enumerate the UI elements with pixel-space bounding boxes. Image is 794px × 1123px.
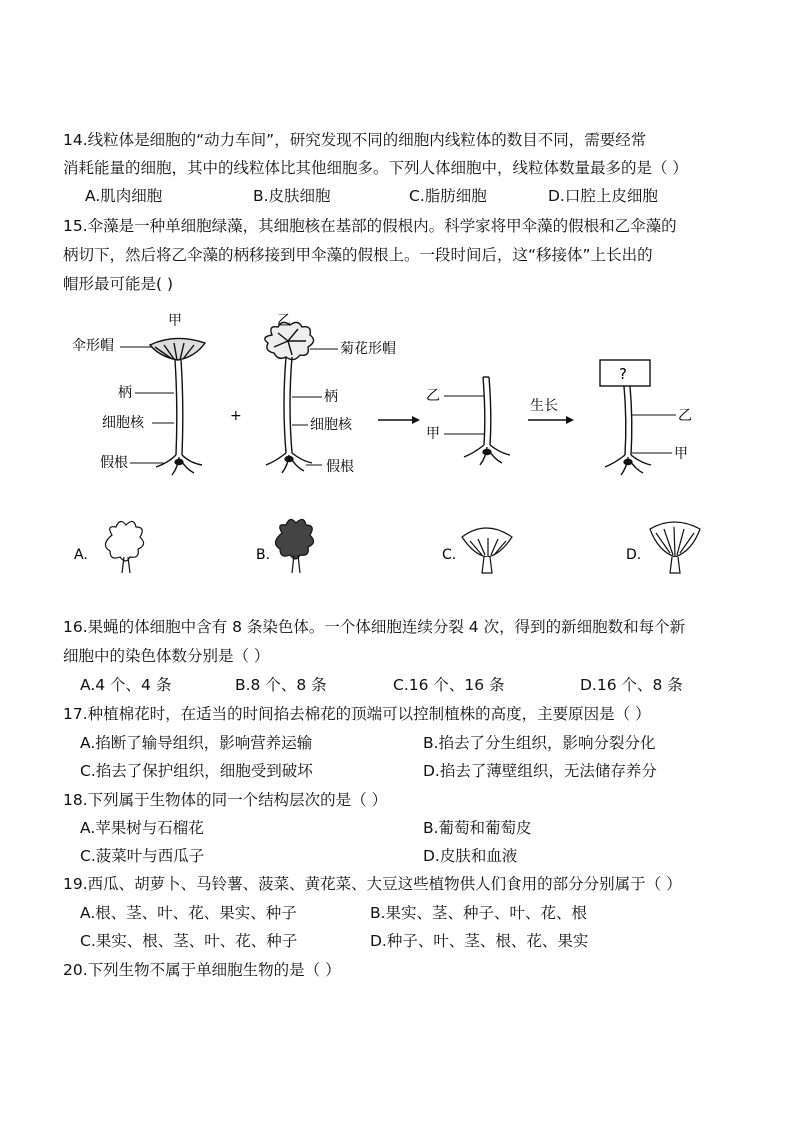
fig-label-umbrella-cap: 伞形帽	[72, 338, 114, 354]
fig-label-yi-result: 乙	[678, 408, 692, 424]
q15-line1: 15.伞藻是一种单细胞绿藻，其细胞核在基部的假根内。科学家将甲伞藻的假根和乙伞藻的	[63, 217, 677, 235]
q16-option-c: C.16 个、16 条	[393, 676, 505, 694]
choice-a-label: A.	[74, 547, 88, 563]
q16-line1: 16.果蝇的体细胞中含有 8 条染色体。一个体细胞连续分裂 4 次，得到的新细胞数和每个新	[63, 618, 686, 636]
q18-option-a: A.苹果树与石榴花	[80, 819, 204, 837]
fig-plus-sign: +	[230, 408, 242, 424]
q18-option-d: D.皮肤和血液	[423, 847, 518, 865]
fig-label-rhizoid-right: 假根	[326, 459, 354, 475]
fig-label-jia: 甲	[168, 313, 182, 329]
fig-label-yi-graft: 乙	[426, 388, 440, 404]
q16-option-a: A.4 个、4 条	[80, 676, 172, 694]
q17-option-c: C.掐去了保护组织，细胞受到破坏	[80, 762, 313, 780]
choice-b-label: B.	[256, 547, 271, 563]
q19-option-d: D.种子、叶、茎、根、花、果实	[370, 932, 589, 950]
result-drawing	[605, 386, 651, 475]
q14-option-c: C.脂肪细胞	[409, 187, 487, 205]
q16-line2: 细胞中的染色体数分别是（ ）	[63, 647, 270, 665]
q16-option-b: B.8 个、8 条	[235, 676, 327, 694]
q17-option-b: B.掐去了分生组织，影响分裂分化	[423, 734, 656, 752]
fig-label-chrysanthemum-cap: 菊花形帽	[340, 341, 396, 357]
q14-option-a: A.肌肉细胞	[85, 187, 163, 205]
fig-label-stalk-right: 柄	[324, 389, 338, 405]
fig-label-jia-graft: 甲	[426, 426, 440, 442]
q19-option-a: A.根、茎、叶、花、果实、种子	[80, 904, 297, 922]
choice-d-label: D.	[626, 547, 642, 563]
choice-c-label: C.	[442, 547, 457, 563]
arrow-right-icon	[566, 416, 574, 424]
fig-label-nucleus-right: 细胞核	[310, 417, 352, 433]
yi-alga-drawing	[265, 322, 314, 473]
q15-line2: 柄切下，然后将乙伞藻的柄移接到甲伞藻的假根上。一段时间后，这“移接体”上长出的	[63, 246, 653, 264]
fig-label-stalk-left: 柄	[118, 385, 132, 401]
q17-line1: 17.种植棉花时，在适当的时间掐去棉花的顶端可以控制植株的高度，主要原因是（ ）	[63, 705, 651, 723]
acetabularia-graft-figure	[60, 305, 740, 595]
q14-option-b: B.皮肤细胞	[253, 187, 331, 205]
q19-option-c: C.果实、根、茎、叶、花、种子	[80, 932, 298, 950]
q15-line3: 帽形最可能是( )	[63, 275, 174, 293]
q17-option-d: D.掐去了薄壁组织，无法储存养分	[423, 762, 657, 780]
q18-option-b: B.葡萄和葡萄皮	[423, 819, 532, 837]
q20-line1: 20.下列生物不属于单细胞生物的是（ ）	[63, 961, 341, 979]
q18-line1: 18.下列属于生物体的同一个结构层次的是（ ）	[63, 791, 388, 809]
choice-c-umbrella-cap-icon	[462, 528, 512, 573]
q16-option-d: D.16 个、8 条	[580, 676, 683, 694]
q18-option-c: C.菠菜叶与西瓜子	[80, 847, 205, 865]
q19-option-b: B.果实、茎、种子、叶、花、根	[370, 904, 588, 922]
q14-line1: 14.线粒体是细胞的“动力车间”，研究发现不同的细胞内线粒体的数目不同，需要经常	[63, 131, 647, 149]
fig-label-jia-result: 甲	[674, 446, 688, 462]
jia-alga-drawing	[150, 338, 205, 475]
choice-b-chrysanthemum-cap-dark-icon	[275, 519, 313, 573]
graft-drawing	[464, 377, 510, 465]
fig-question-mark: ?	[619, 365, 627, 383]
q17-option-a: A.掐断了输导组织，影响营养运输	[80, 734, 313, 752]
choice-a-chrysanthemum-cap-icon	[105, 521, 143, 573]
fig-label-nucleus-left: 细胞核	[102, 415, 144, 431]
fig-label-rhizoid-left: 假根	[100, 455, 128, 471]
choice-d-umbrella-cap-icon	[650, 522, 700, 573]
q14-option-d: D.口腔上皮细胞	[548, 187, 658, 205]
fig-label-yi-top: 乙	[277, 313, 291, 329]
arrow-right-icon	[412, 416, 420, 424]
q14-line2: 消耗能量的细胞，其中的线粒体比其他细胞多。下列人体细胞中，线粒体数量最多的是（ ）	[63, 159, 688, 177]
q19-line1: 19.西瓜、胡萝卜、马铃薯、菠菜、黄花菜、大豆这些植物供人们食用的部分分别属于（ ）	[63, 875, 682, 893]
fig-label-grow: 生长	[530, 398, 558, 414]
